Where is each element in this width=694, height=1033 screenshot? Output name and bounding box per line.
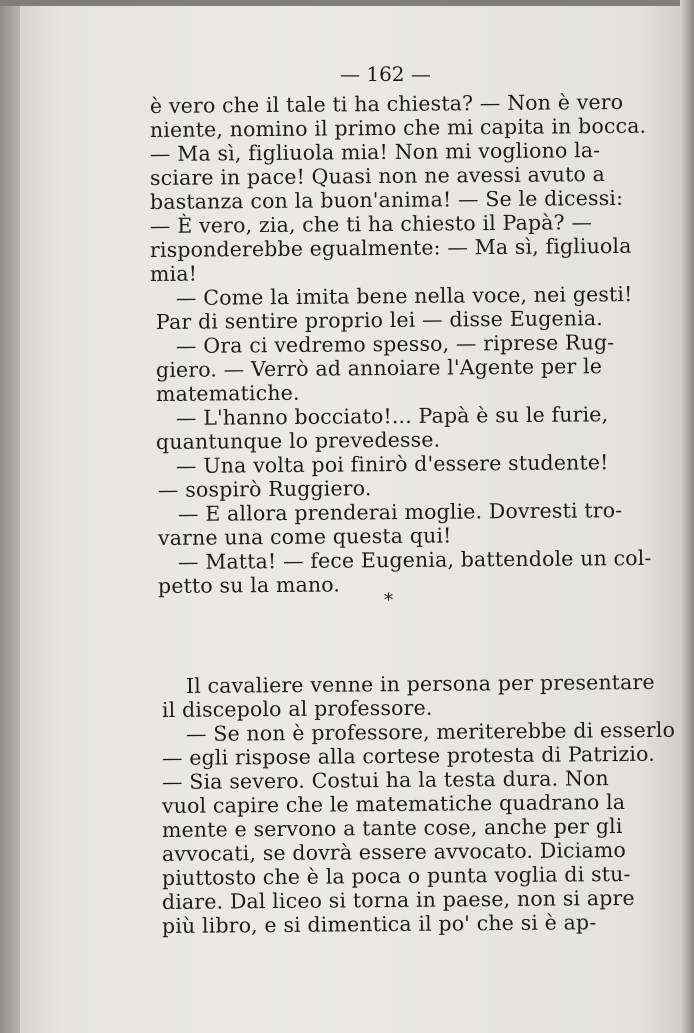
page-gutter-shadow	[0, 0, 20, 1033]
text-line: — Ora ci vedremo spesso, — riprese Rug-	[175, 330, 615, 358]
text-line: mente e servono a tante cose, anche per gli	[161, 813, 623, 842]
text-line: — egli rispose alla cortese protesta di Patrizio.	[161, 741, 655, 770]
text-line: Par di sentire proprio lei — disse Eugenia.	[155, 306, 603, 334]
text-line: più libro, e si dimentica il po' che si è ap-	[161, 910, 597, 938]
text-line: niente, nomino il primo che mi capita in bocca.	[149, 113, 647, 142]
text-line: il discepolo al professore.	[161, 695, 433, 722]
text-line: — Ma sì, figliuola mia! Non mi vogliono la-	[149, 138, 601, 166]
text-line: bastanza con la buon'anima! — Se le dicessi:	[149, 185, 624, 214]
text-line: — L'hanno bocciato!... Papà è su le furie,	[175, 402, 609, 430]
text-line: varne una come questa qui!	[157, 523, 452, 550]
text-line: — Se non è professore, meriterebbe di esserlo	[185, 717, 676, 746]
text-line: sciare in pace! Quasi non ne avessi avuto a	[149, 162, 606, 190]
section-separator-asterisk: *	[384, 590, 393, 611]
text-line: — È vero, zia, che ti ha chiesto il Papà? —	[149, 210, 593, 238]
text-line: — Matta! — fece Eugenia, battendole un col-	[177, 545, 652, 574]
text-line: piuttosto che è la poca o punta voglia di stu-	[161, 861, 631, 890]
text-line: Il cavaliere venne in persona per presentare	[185, 669, 655, 698]
text-line: quantunque lo prevedesse.	[155, 427, 441, 454]
text-line: è vero che il tale ti ha chiesta? — Non è vero	[149, 89, 624, 118]
text-line: avvocati, se dovrà essere avvocato. Diciamo	[161, 837, 627, 866]
text-line: risponderebbe egualmente: — Ma sì, figliuola	[149, 233, 632, 262]
page-right-edge-shadow	[680, 0, 694, 1033]
text-line: — Una volta poi finirò d'essere studente!	[175, 450, 609, 478]
text-line: matematiche.	[155, 380, 300, 406]
page-top-edge	[0, 0, 694, 6]
page-number: — 162 —	[340, 62, 431, 86]
text-line: — Sia severo. Costui ha la testa dura. Non	[161, 766, 609, 794]
text-line: — sospirò Ruggiero.	[157, 476, 372, 502]
text-line: petto su la mano.	[157, 572, 341, 598]
text-line: giero. — Verrò ad annoiare l'Agente per le	[155, 354, 603, 382]
text-line: — Come la imita bene nella voce, nei gesti!	[175, 282, 633, 310]
text-line: diare. Dal liceo si torna in paese, non si apre	[161, 885, 635, 914]
text-line: vuol capire che le matematiche quadrano la	[161, 789, 626, 818]
text-line: — E allora prenderai moglie. Dovresti tro-	[177, 498, 623, 526]
text-line: mia!	[149, 261, 198, 286]
